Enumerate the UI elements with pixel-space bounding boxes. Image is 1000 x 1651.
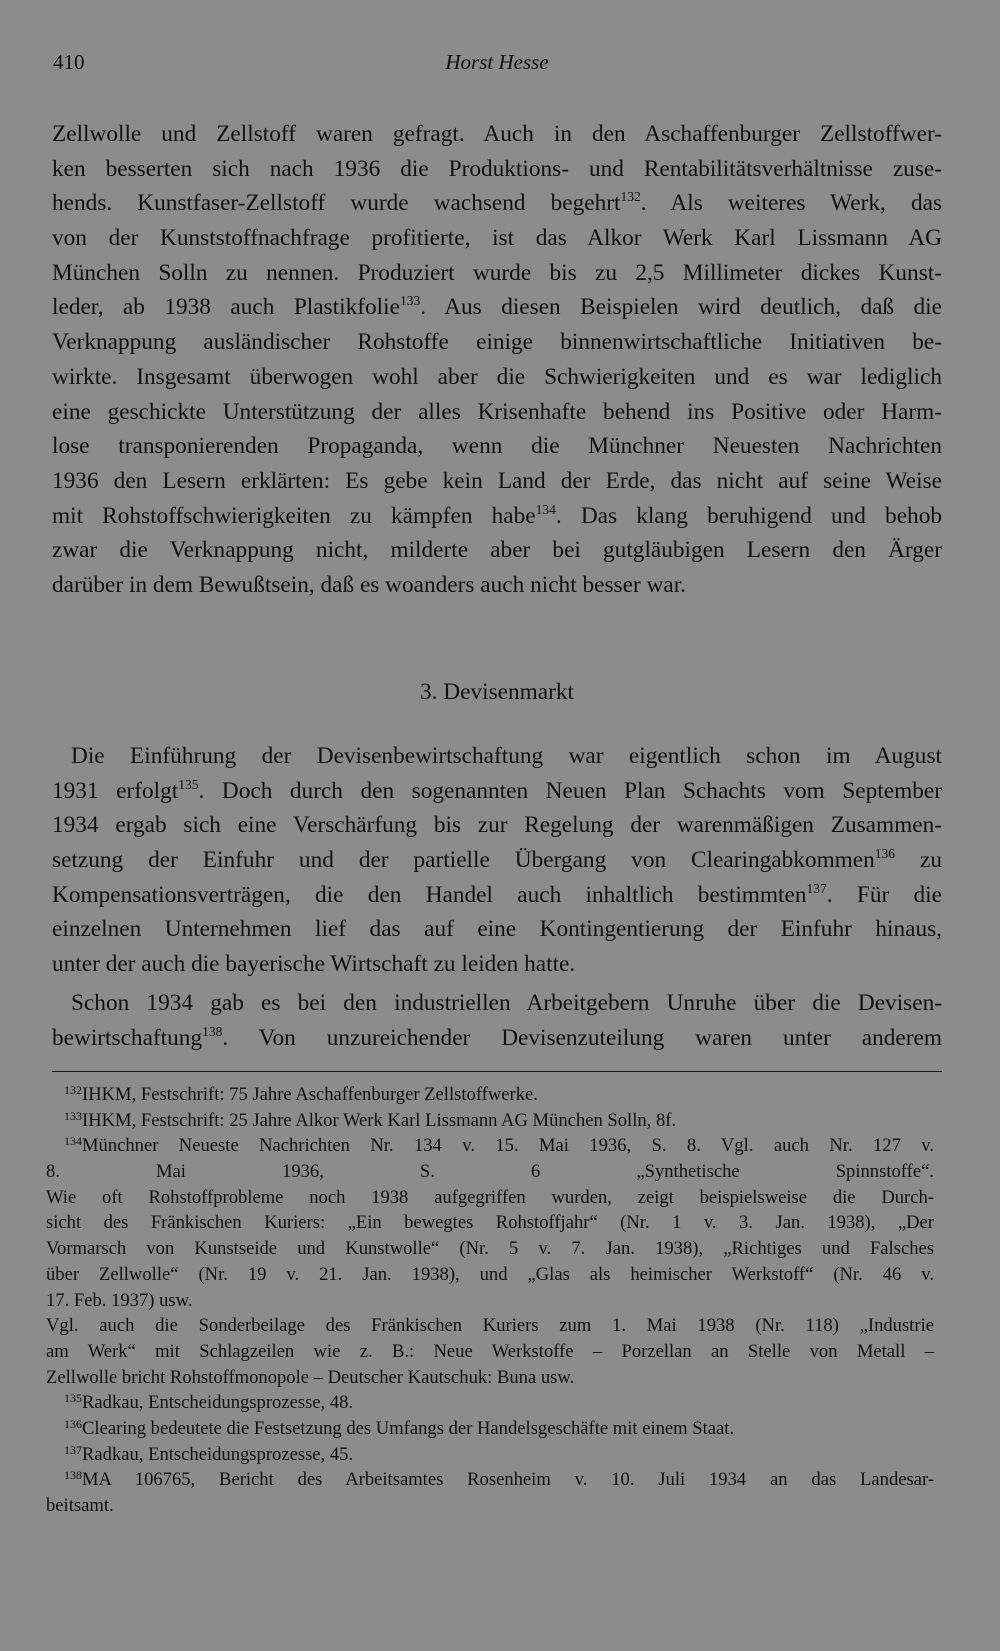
text-line bbox=[52, 739, 942, 774]
text-run: eine geschickte Unterstützung der alles Krisenhafte behend ins Positive oder Harm- bbox=[52, 398, 942, 425]
text-run: mit Rohstoffschwierigkeiten zu kämpfen habe bbox=[52, 502, 536, 529]
footnote-line bbox=[46, 1365, 934, 1391]
text-run: zwar die Verknappung nicht, milderte aber bei gutgläubigen Lesern den Ärger bbox=[52, 537, 942, 564]
text-run: . Für die bbox=[826, 881, 942, 908]
text-line bbox=[52, 808, 942, 843]
text-run: Schon 1934 gab es bei den industriellen Arbeitgebern Unruhe über die Devisen- bbox=[71, 990, 942, 1016]
text-line bbox=[52, 395, 942, 430]
footnote-ref: 136 bbox=[874, 846, 896, 862]
footnote-text: Vormarsch von Kunstseide und Kunstwolle“ (Nr. 5 v. 7. Jan. 1938), „Richtiges und Falsches bbox=[46, 1238, 934, 1260]
text-line bbox=[52, 152, 942, 187]
text-run: 1936 den Lesern erklärten: Es gebe kein Land der Erde, das nicht auf seine Weise bbox=[52, 467, 942, 494]
footnote-number: 138 bbox=[64, 1468, 82, 1483]
footnote-number: 133 bbox=[64, 1108, 82, 1123]
text-run: . Von unzureichender Devisenzuteilung waren unter anderem bbox=[222, 1024, 942, 1051]
footnote-text: Clearing bedeutete die Festsetzung des Umfangs der Handelsgeschäfte mit einem Staat. bbox=[82, 1417, 735, 1439]
text-line bbox=[52, 464, 942, 499]
footnote-line bbox=[46, 1133, 934, 1159]
text-line bbox=[52, 878, 942, 913]
footnote-line bbox=[46, 1262, 934, 1288]
footnote-line bbox=[46, 1313, 934, 1339]
text-run: . Doch durch den sogenannten Neuen Plan Schachts vom September bbox=[198, 777, 942, 804]
text-run: hends. Kunstfaser-Zellstoff wurde wachsend begehrt bbox=[52, 190, 621, 217]
footnote-text: Wie oft Rohstoffprobleme noch 1938 aufgegriffen wurden, zeigt beispielsweise die Durch- bbox=[46, 1186, 934, 1208]
text-run: . Als weiteres Werk, das bbox=[640, 190, 942, 217]
footnote-text: Radkau, Entscheidungsprozesse, 45. bbox=[82, 1443, 354, 1465]
text-run: wirkte. Insgesamt überwogen wohl aber die Schwierigkeiten und es war lediglich bbox=[52, 363, 942, 390]
paragraph-rohstoffe bbox=[52, 117, 942, 603]
text-line bbox=[52, 568, 942, 603]
footnote-line bbox=[46, 1467, 934, 1493]
text-run: Die Einführung der Devisenbewirtschaftung war eigentlich schon im August bbox=[71, 743, 942, 769]
footnotes bbox=[46, 1082, 934, 1519]
footnote-ref: 137 bbox=[806, 880, 827, 896]
text-line bbox=[52, 947, 942, 982]
text-run: leder, ab 1938 auch Plastikfolie bbox=[52, 294, 400, 321]
footnote-number: 136 bbox=[64, 1416, 82, 1431]
footnote-line bbox=[46, 1442, 934, 1468]
footnote-ref: 132 bbox=[620, 189, 641, 205]
text-run: Zellwolle und Zellstoff waren gefragt. Auch in den Aschaffenburger Zellstoffwer- bbox=[52, 121, 942, 147]
text-run: . Das klang beruhigend und behob bbox=[555, 502, 942, 529]
text-run: setzung der Einfuhr und der partielle Übergang von Clearingabkommen bbox=[52, 847, 875, 874]
footnote-line bbox=[46, 1390, 934, 1416]
text-line bbox=[52, 325, 942, 360]
footnote-separator bbox=[52, 1071, 942, 1072]
text-run: ken besserten sich nach 1936 die Produktions- und Rentabilitätsverhältnisse zuse- bbox=[52, 155, 942, 182]
footnote-text: beitsamt. bbox=[46, 1495, 114, 1516]
text-line bbox=[52, 843, 942, 878]
footnote-line bbox=[46, 1416, 934, 1442]
text-run: . Aus diesen Beispielen wird deutlich, daß die bbox=[420, 294, 942, 321]
footnote-ref: 134 bbox=[535, 501, 556, 517]
text-run: zu bbox=[895, 847, 942, 874]
footnote-number: 137 bbox=[64, 1442, 82, 1457]
text-line bbox=[52, 117, 942, 152]
footnote-line bbox=[46, 1185, 934, 1211]
text-run: lose transponierenden Propaganda, wenn die Münchner Neuesten Nachrichten bbox=[52, 433, 942, 460]
text-run: darüber in dem Bewußtsein, daß es woanders auch nicht besser war. bbox=[52, 571, 686, 598]
footnote-text: MA 106765, Bericht des Arbeitsamtes Rosenheim v. 10. Juli 1934 an das Landesar- bbox=[82, 1469, 934, 1491]
footnote-line bbox=[46, 1082, 934, 1108]
text-line bbox=[52, 499, 942, 534]
running-header bbox=[53, 50, 941, 80]
footnote-line bbox=[46, 1288, 934, 1314]
footnote-text: über Zellwolle“ (Nr. 19 v. 21. Jan. 1938), und „Glas als heimischer Werkstoff“ (Nr. 46 v. bbox=[46, 1263, 934, 1285]
section-heading: 3. Devisenmarkt bbox=[420, 679, 574, 705]
footnote-ref: 135 bbox=[178, 776, 199, 792]
text-line bbox=[52, 256, 942, 291]
paragraph-devisen bbox=[52, 739, 942, 982]
footnote-text: sicht des Fränkischen Kuriers: „Ein bewegtes Rohstoffjahr“ (Nr. 1 v. 3. Jan. 1938), „Der bbox=[46, 1212, 934, 1234]
footnote-ref: 138 bbox=[202, 1023, 223, 1039]
footnote-number: 132 bbox=[64, 1083, 82, 1097]
paragraph-arbeitgeber bbox=[52, 986, 942, 1055]
text-line bbox=[52, 533, 942, 568]
footnote-line bbox=[46, 1339, 934, 1365]
text-line bbox=[52, 360, 942, 395]
text-line bbox=[52, 912, 942, 947]
text-line bbox=[52, 221, 942, 256]
text-line bbox=[52, 986, 942, 1021]
text-run: von der Kunststoffnachfrage profitierte, ist das Alkor Werk Karl Lissmann AG bbox=[52, 225, 942, 252]
footnote-text: am Werk“ mit Schlagzeilen wie z. B.: Neue Werkstoffe – Porzellan an Stelle von Metall – bbox=[46, 1340, 934, 1362]
footnote-text: Zellwolle bricht Rohstoffmonopole – Deutscher Kautschuk: Buna usw. bbox=[46, 1366, 575, 1388]
footnote-text: 8. Mai 1936, S. 6 „Synthetische Spinnstoffe“. bbox=[46, 1161, 934, 1183]
text-line bbox=[52, 1021, 942, 1056]
footnote-number: 135 bbox=[64, 1391, 82, 1406]
text-run: 1931 erfolgt bbox=[52, 777, 179, 804]
footnote-number: 134 bbox=[64, 1134, 82, 1149]
text-line bbox=[52, 429, 942, 464]
text-run: bewirtschaftung bbox=[52, 1024, 203, 1051]
text-line bbox=[52, 186, 942, 221]
text-line bbox=[52, 774, 942, 809]
footnote-line bbox=[46, 1236, 934, 1262]
footnote-line bbox=[46, 1210, 934, 1236]
text-run: einzelnen Unternehmen lief das auf eine Kontingentierung der Einfuhr hinaus, bbox=[52, 916, 942, 943]
footnote-text: IHKM, Festschrift: 75 Jahre Aschaffenburger Zellstoffwerke. bbox=[82, 1084, 538, 1105]
footnote-line bbox=[46, 1159, 934, 1185]
footnote-text: Radkau, Entscheidungsprozesse, 48. bbox=[82, 1392, 354, 1414]
footnote-ref: 133 bbox=[399, 293, 421, 309]
text-run: 1934 ergab sich eine Verschärfung bis zur Regelung der warenmäßigen Zusammen- bbox=[52, 812, 942, 839]
text-run: München Solln zu nennen. Produziert wurde bis zu 2,5 Millimeter dickes Kunst- bbox=[52, 259, 942, 286]
footnote-line bbox=[46, 1493, 934, 1519]
text-run: unter der auch die bayerische Wirtschaft zu leiden hatte. bbox=[52, 951, 576, 978]
text-run: Kompensationsverträgen, die den Handel auch inhaltlich bestimmten bbox=[52, 881, 807, 908]
page-number: 410 bbox=[53, 50, 85, 74]
footnote-text: IHKM, Festschrift: 25 Jahre Alkor Werk Karl Lissmann AG München Solln, 8f. bbox=[82, 1109, 677, 1131]
footnote-line bbox=[46, 1108, 934, 1134]
text-line bbox=[52, 290, 942, 325]
running-head-author: Horst Hesse bbox=[445, 50, 549, 74]
footnote-text: 17. Feb. 1937) usw. bbox=[46, 1289, 193, 1311]
footnote-text: Münchner Neueste Nachrichten Nr. 134 v. 15. Mai 1936, S. 8. Vgl. auch Nr. 127 v. bbox=[82, 1135, 934, 1157]
text-run: Verknappung ausländischer Rohstoffe einige binnenwirtschaftliche Initiativen be- bbox=[52, 329, 942, 356]
footnote-text: Vgl. auch die Sonderbeilage des Fränkischen Kuriers zum 1. Mai 1938 (Nr. 118) „Industrie bbox=[46, 1315, 934, 1337]
